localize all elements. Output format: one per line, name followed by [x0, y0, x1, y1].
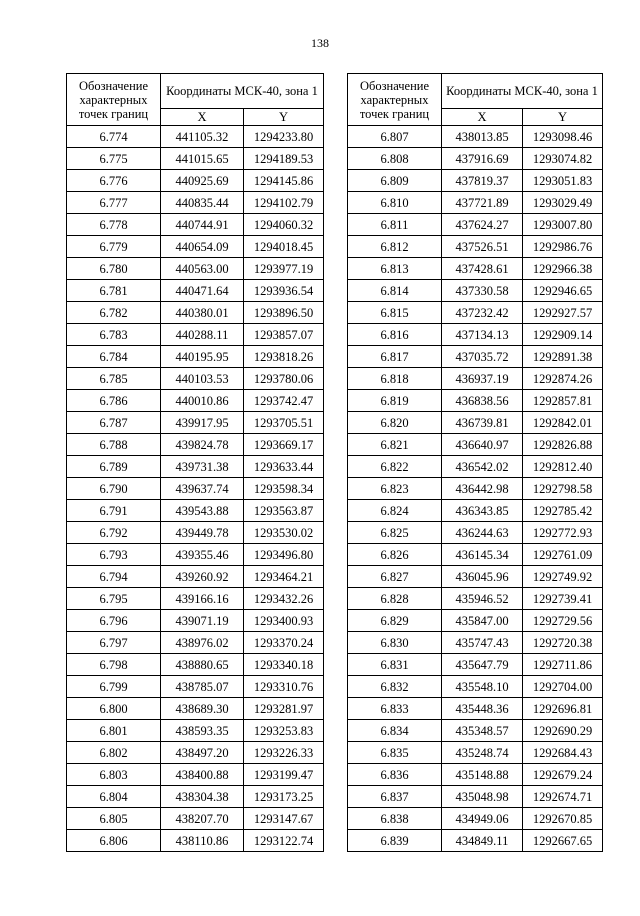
x-coordinate-cell: 440288.11	[161, 324, 244, 346]
point-id-cell: 6.815	[348, 302, 442, 324]
x-coordinate-cell: 436244.63	[442, 522, 523, 544]
point-id-cell: 6.809	[348, 170, 442, 192]
y-coordinate-cell: 1293742.47	[244, 390, 324, 412]
x-coordinate-cell: 437035.72	[442, 346, 523, 368]
table-row	[67, 566, 324, 588]
x-coordinate-cell: 439917.95	[161, 412, 244, 434]
x-coordinate-cell: 440835.44	[161, 192, 244, 214]
x-coordinate-cell: 436145.34	[442, 544, 523, 566]
y-coordinate-cell: 1293173.25	[244, 786, 324, 808]
x-coordinate-cell: 436442.98	[442, 478, 523, 500]
point-id-cell: 6.783	[67, 324, 161, 346]
x-coordinate-cell: 438110.86	[161, 830, 244, 852]
table-row	[348, 368, 603, 390]
header-point-label: Обозначение характерных точек границ	[67, 74, 161, 126]
table-body-left	[67, 126, 324, 852]
y-coordinate-cell: 1293977.19	[244, 258, 324, 280]
point-id-cell: 6.814	[348, 280, 442, 302]
table-row	[67, 170, 324, 192]
point-id-cell: 6.820	[348, 412, 442, 434]
y-coordinate-cell: 1293563.87	[244, 500, 324, 522]
x-coordinate-cell: 439731.38	[161, 456, 244, 478]
table-row	[348, 434, 603, 456]
y-coordinate-cell: 1293310.76	[244, 676, 324, 698]
x-coordinate-cell: 439071.19	[161, 610, 244, 632]
y-coordinate-cell: 1293598.34	[244, 478, 324, 500]
table-row	[348, 566, 603, 588]
y-coordinate-cell: 1292674.71	[523, 786, 603, 808]
y-coordinate-cell: 1292679.24	[523, 764, 603, 786]
x-coordinate-cell: 440744.91	[161, 214, 244, 236]
x-coordinate-cell: 435946.52	[442, 588, 523, 610]
point-id-cell: 6.829	[348, 610, 442, 632]
point-id-cell: 6.788	[67, 434, 161, 456]
table-row	[67, 302, 324, 324]
y-coordinate-cell: 1294102.79	[244, 192, 324, 214]
y-coordinate-cell: 1293340.18	[244, 654, 324, 676]
x-coordinate-cell: 438013.85	[442, 126, 523, 148]
y-coordinate-cell: 1293857.07	[244, 324, 324, 346]
y-coordinate-cell: 1293226.33	[244, 742, 324, 764]
table-row	[67, 126, 324, 148]
header-y: Y	[244, 109, 324, 126]
y-coordinate-cell: 1293936.54	[244, 280, 324, 302]
point-id-cell: 6.817	[348, 346, 442, 368]
x-coordinate-cell: 435747.43	[442, 632, 523, 654]
x-coordinate-cell: 438593.35	[161, 720, 244, 742]
table-row	[67, 346, 324, 368]
y-coordinate-cell: 1292690.29	[523, 720, 603, 742]
x-coordinate-cell: 440471.64	[161, 280, 244, 302]
header-point-label: Обозначение характерных точек границ	[348, 74, 442, 126]
table-row	[348, 654, 603, 676]
x-coordinate-cell: 438976.02	[161, 632, 244, 654]
y-coordinate-cell: 1294145.86	[244, 170, 324, 192]
table-row	[67, 390, 324, 412]
point-id-cell: 6.797	[67, 632, 161, 654]
y-coordinate-cell: 1293029.49	[523, 192, 603, 214]
y-coordinate-cell: 1292826.88	[523, 434, 603, 456]
x-coordinate-cell: 434949.06	[442, 808, 523, 830]
table-row	[67, 478, 324, 500]
point-id-cell: 6.794	[67, 566, 161, 588]
table-row	[67, 368, 324, 390]
x-coordinate-cell: 437330.58	[442, 280, 523, 302]
x-coordinate-cell: 440563.00	[161, 258, 244, 280]
y-coordinate-cell: 1293705.51	[244, 412, 324, 434]
point-id-cell: 6.822	[348, 456, 442, 478]
point-id-cell: 6.781	[67, 280, 161, 302]
table-row	[67, 500, 324, 522]
point-id-cell: 6.799	[67, 676, 161, 698]
point-id-cell: 6.833	[348, 698, 442, 720]
table-row	[348, 170, 603, 192]
table-row	[348, 192, 603, 214]
x-coordinate-cell: 439166.16	[161, 588, 244, 610]
point-id-cell: 6.808	[348, 148, 442, 170]
x-coordinate-cell: 438304.38	[161, 786, 244, 808]
y-coordinate-cell: 1293281.97	[244, 698, 324, 720]
table-row	[348, 742, 603, 764]
point-id-cell: 6.824	[348, 500, 442, 522]
y-coordinate-cell: 1293780.06	[244, 368, 324, 390]
x-coordinate-cell: 436343.85	[442, 500, 523, 522]
table-row	[348, 786, 603, 808]
x-coordinate-cell: 435448.36	[442, 698, 523, 720]
y-coordinate-cell: 1292874.26	[523, 368, 603, 390]
x-coordinate-cell: 436045.96	[442, 566, 523, 588]
x-coordinate-cell: 437134.13	[442, 324, 523, 346]
x-coordinate-cell: 438785.07	[161, 676, 244, 698]
point-id-cell: 6.801	[67, 720, 161, 742]
y-coordinate-cell: 1294060.32	[244, 214, 324, 236]
point-id-cell: 6.836	[348, 764, 442, 786]
table-row	[67, 610, 324, 632]
x-coordinate-cell: 435348.57	[442, 720, 523, 742]
point-id-cell: 6.807	[348, 126, 442, 148]
table-row	[67, 148, 324, 170]
x-coordinate-cell: 435248.74	[442, 742, 523, 764]
point-id-cell: 6.838	[348, 808, 442, 830]
y-coordinate-cell: 1293896.50	[244, 302, 324, 324]
y-coordinate-cell: 1292761.09	[523, 544, 603, 566]
table-row	[67, 632, 324, 654]
point-id-cell: 6.782	[67, 302, 161, 324]
x-coordinate-cell: 435847.00	[442, 610, 523, 632]
point-id-cell: 6.806	[67, 830, 161, 852]
point-id-cell: 6.827	[348, 566, 442, 588]
y-coordinate-cell: 1292785.42	[523, 500, 603, 522]
table-row	[348, 324, 603, 346]
x-coordinate-cell: 439355.46	[161, 544, 244, 566]
point-id-cell: 6.831	[348, 654, 442, 676]
header-y: Y	[523, 109, 603, 126]
y-coordinate-cell: 1293818.26	[244, 346, 324, 368]
table-row	[67, 324, 324, 346]
table-row	[67, 456, 324, 478]
table-row	[348, 126, 603, 148]
table-row	[348, 236, 603, 258]
coordinates-table-left	[66, 73, 324, 852]
table-row	[67, 676, 324, 698]
table-row	[67, 214, 324, 236]
x-coordinate-cell: 439824.78	[161, 434, 244, 456]
point-id-cell: 6.835	[348, 742, 442, 764]
point-id-cell: 6.823	[348, 478, 442, 500]
y-coordinate-cell: 1293669.17	[244, 434, 324, 456]
x-coordinate-cell: 436739.81	[442, 412, 523, 434]
point-id-cell: 6.790	[67, 478, 161, 500]
point-id-cell: 6.784	[67, 346, 161, 368]
x-coordinate-cell: 437721.89	[442, 192, 523, 214]
y-coordinate-cell: 1292966.38	[523, 258, 603, 280]
y-coordinate-cell: 1293464.21	[244, 566, 324, 588]
x-coordinate-cell: 439260.92	[161, 566, 244, 588]
x-coordinate-cell: 438400.88	[161, 764, 244, 786]
point-id-cell: 6.805	[67, 808, 161, 830]
x-coordinate-cell: 440010.86	[161, 390, 244, 412]
table-row	[67, 808, 324, 830]
y-coordinate-cell: 1292711.86	[523, 654, 603, 676]
y-coordinate-cell: 1293400.93	[244, 610, 324, 632]
table-row	[67, 830, 324, 852]
x-coordinate-cell: 440380.01	[161, 302, 244, 324]
y-coordinate-cell: 1292798.58	[523, 478, 603, 500]
y-coordinate-cell: 1292891.38	[523, 346, 603, 368]
y-coordinate-cell: 1292812.40	[523, 456, 603, 478]
point-id-cell: 6.777	[67, 192, 161, 214]
table-row	[67, 236, 324, 258]
table-row	[67, 522, 324, 544]
y-coordinate-cell: 1293370.24	[244, 632, 324, 654]
point-id-cell: 6.813	[348, 258, 442, 280]
point-id-cell: 6.776	[67, 170, 161, 192]
x-coordinate-cell: 436838.56	[442, 390, 523, 412]
x-coordinate-cell: 436640.97	[442, 434, 523, 456]
y-coordinate-cell: 1293051.83	[523, 170, 603, 192]
table-row	[348, 830, 603, 852]
table-row	[67, 258, 324, 280]
table-row	[348, 588, 603, 610]
header-coordinates-group: Координаты МСК-40, зона 1	[161, 74, 324, 109]
point-id-cell: 6.789	[67, 456, 161, 478]
x-coordinate-cell: 435548.10	[442, 676, 523, 698]
point-id-cell: 6.825	[348, 522, 442, 544]
x-coordinate-cell: 435148.88	[442, 764, 523, 786]
y-coordinate-cell: 1292986.76	[523, 236, 603, 258]
x-coordinate-cell: 437624.27	[442, 214, 523, 236]
point-id-cell: 6.778	[67, 214, 161, 236]
point-id-cell: 6.791	[67, 500, 161, 522]
x-coordinate-cell: 440195.95	[161, 346, 244, 368]
point-id-cell: 6.837	[348, 786, 442, 808]
x-coordinate-cell: 438497.20	[161, 742, 244, 764]
y-coordinate-cell: 1292729.56	[523, 610, 603, 632]
point-id-cell: 6.811	[348, 214, 442, 236]
point-id-cell: 6.795	[67, 588, 161, 610]
table-body-right	[348, 126, 603, 852]
table-row	[348, 478, 603, 500]
y-coordinate-cell: 1292667.65	[523, 830, 603, 852]
point-id-cell: 6.812	[348, 236, 442, 258]
y-coordinate-cell: 1293496.80	[244, 544, 324, 566]
y-coordinate-cell: 1294189.53	[244, 148, 324, 170]
table-row	[348, 280, 603, 302]
x-coordinate-cell: 439637.74	[161, 478, 244, 500]
table-row	[348, 346, 603, 368]
x-coordinate-cell: 437819.37	[442, 170, 523, 192]
y-coordinate-cell: 1293432.26	[244, 588, 324, 610]
y-coordinate-cell: 1293147.67	[244, 808, 324, 830]
point-id-cell: 6.803	[67, 764, 161, 786]
x-coordinate-cell: 438880.65	[161, 654, 244, 676]
table-row	[348, 632, 603, 654]
y-coordinate-cell: 1292696.81	[523, 698, 603, 720]
y-coordinate-cell: 1294018.45	[244, 236, 324, 258]
y-coordinate-cell: 1293633.44	[244, 456, 324, 478]
coordinates-table-right	[347, 73, 603, 852]
point-id-cell: 6.802	[67, 742, 161, 764]
y-coordinate-cell: 1292704.00	[523, 676, 603, 698]
x-coordinate-cell: 438689.30	[161, 698, 244, 720]
table-row	[348, 390, 603, 412]
x-coordinate-cell: 434849.11	[442, 830, 523, 852]
table-row	[348, 676, 603, 698]
table-row	[348, 808, 603, 830]
table-row	[348, 214, 603, 236]
y-coordinate-cell: 1292670.85	[523, 808, 603, 830]
table-row	[348, 302, 603, 324]
point-id-cell: 6.779	[67, 236, 161, 258]
point-id-cell: 6.821	[348, 434, 442, 456]
y-coordinate-cell: 1292946.65	[523, 280, 603, 302]
header-x: X	[442, 109, 523, 126]
table-row	[67, 698, 324, 720]
table-row	[67, 434, 324, 456]
y-coordinate-cell: 1292739.41	[523, 588, 603, 610]
table-row	[348, 500, 603, 522]
point-id-cell: 6.826	[348, 544, 442, 566]
table-row	[67, 742, 324, 764]
table-row	[348, 258, 603, 280]
point-id-cell: 6.793	[67, 544, 161, 566]
header-x: X	[161, 109, 244, 126]
x-coordinate-cell: 437232.42	[442, 302, 523, 324]
x-coordinate-cell: 436542.02	[442, 456, 523, 478]
point-id-cell: 6.810	[348, 192, 442, 214]
table-row	[348, 412, 603, 434]
header-coordinates-group: Координаты МСК-40, зона 1	[442, 74, 603, 109]
point-id-cell: 6.800	[67, 698, 161, 720]
y-coordinate-cell: 1292749.92	[523, 566, 603, 588]
table-row	[67, 720, 324, 742]
table-row	[348, 698, 603, 720]
table-row	[67, 764, 324, 786]
x-coordinate-cell: 441105.32	[161, 126, 244, 148]
point-id-cell: 6.839	[348, 830, 442, 852]
y-coordinate-cell: 1293007.80	[523, 214, 603, 236]
table-row	[67, 654, 324, 676]
x-coordinate-cell: 437428.61	[442, 258, 523, 280]
y-coordinate-cell: 1292772.93	[523, 522, 603, 544]
x-coordinate-cell: 437916.69	[442, 148, 523, 170]
x-coordinate-cell: 441015.65	[161, 148, 244, 170]
point-id-cell: 6.798	[67, 654, 161, 676]
y-coordinate-cell: 1292720.38	[523, 632, 603, 654]
point-id-cell: 6.785	[67, 368, 161, 390]
table-row	[67, 412, 324, 434]
page-number: 138	[311, 36, 329, 50]
x-coordinate-cell: 435048.98	[442, 786, 523, 808]
point-id-cell: 6.775	[67, 148, 161, 170]
x-coordinate-cell: 440654.09	[161, 236, 244, 258]
x-coordinate-cell: 436937.19	[442, 368, 523, 390]
table-row	[348, 764, 603, 786]
table-row	[348, 148, 603, 170]
x-coordinate-cell: 435647.79	[442, 654, 523, 676]
y-coordinate-cell: 1293074.82	[523, 148, 603, 170]
x-coordinate-cell: 440103.53	[161, 368, 244, 390]
point-id-cell: 6.819	[348, 390, 442, 412]
table-row	[348, 610, 603, 632]
table-row	[348, 522, 603, 544]
table-row	[67, 786, 324, 808]
y-coordinate-cell: 1292927.57	[523, 302, 603, 324]
point-id-cell: 6.804	[67, 786, 161, 808]
y-coordinate-cell: 1292842.01	[523, 412, 603, 434]
table-row	[348, 720, 603, 742]
point-id-cell: 6.786	[67, 390, 161, 412]
y-coordinate-cell: 1293098.46	[523, 126, 603, 148]
table-row	[67, 192, 324, 214]
table-row	[67, 588, 324, 610]
y-coordinate-cell: 1292857.81	[523, 390, 603, 412]
point-id-cell: 6.816	[348, 324, 442, 346]
point-id-cell: 6.780	[67, 258, 161, 280]
y-coordinate-cell: 1292684.43	[523, 742, 603, 764]
x-coordinate-cell: 437526.51	[442, 236, 523, 258]
x-coordinate-cell: 440925.69	[161, 170, 244, 192]
point-id-cell: 6.818	[348, 368, 442, 390]
y-coordinate-cell: 1292909.14	[523, 324, 603, 346]
x-coordinate-cell: 438207.70	[161, 808, 244, 830]
point-id-cell: 6.834	[348, 720, 442, 742]
table-row	[348, 544, 603, 566]
table-row	[67, 280, 324, 302]
y-coordinate-cell: 1293199.47	[244, 764, 324, 786]
point-id-cell: 6.796	[67, 610, 161, 632]
table-row	[348, 456, 603, 478]
y-coordinate-cell: 1294233.80	[244, 126, 324, 148]
point-id-cell: 6.828	[348, 588, 442, 610]
point-id-cell: 6.832	[348, 676, 442, 698]
table-row	[67, 544, 324, 566]
point-id-cell: 6.830	[348, 632, 442, 654]
x-coordinate-cell: 439543.88	[161, 500, 244, 522]
x-coordinate-cell: 439449.78	[161, 522, 244, 544]
y-coordinate-cell: 1293122.74	[244, 830, 324, 852]
point-id-cell: 6.774	[67, 126, 161, 148]
y-coordinate-cell: 1293530.02	[244, 522, 324, 544]
point-id-cell: 6.792	[67, 522, 161, 544]
point-id-cell: 6.787	[67, 412, 161, 434]
y-coordinate-cell: 1293253.83	[244, 720, 324, 742]
